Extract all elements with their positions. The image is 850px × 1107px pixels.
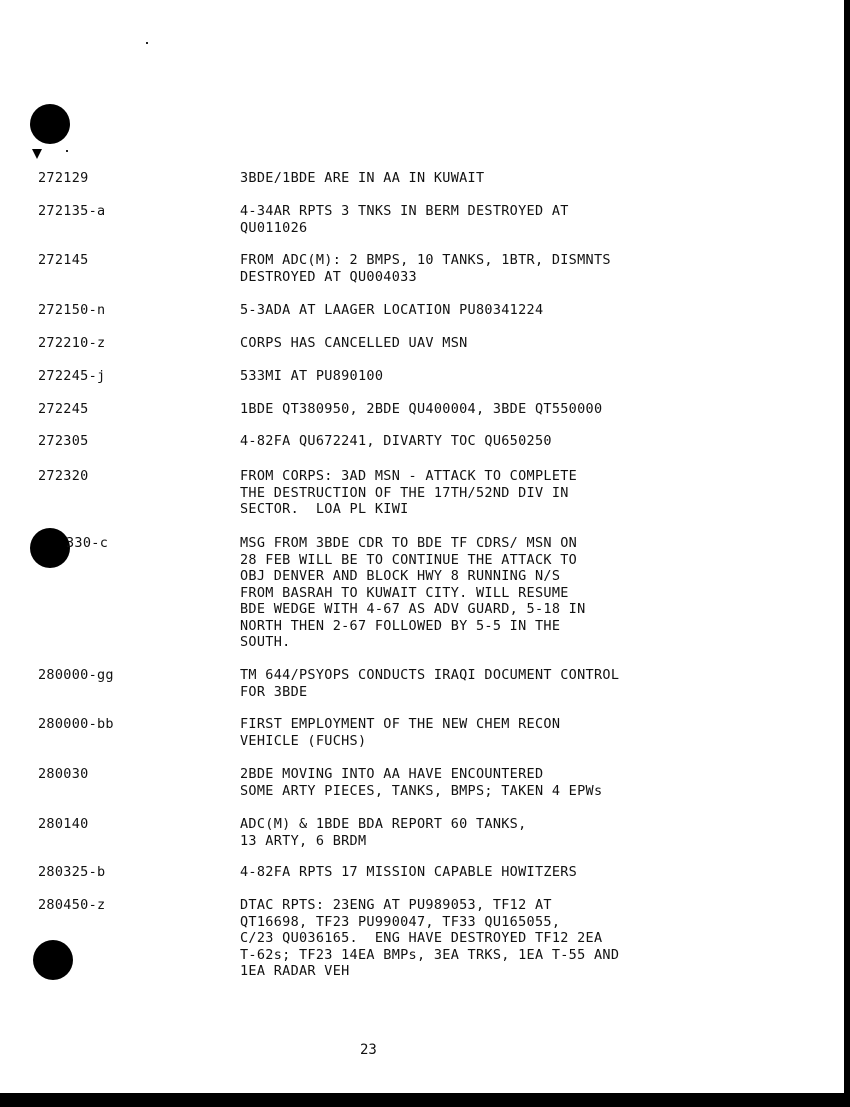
entry-line: BDE WEDGE WITH 4-67 AS ADV GUARD, 5-18 IN xyxy=(240,601,586,617)
entry-line: 1EA RADAR VEH xyxy=(240,963,350,979)
entry-time: 272150-n xyxy=(38,302,106,318)
entry-line: FOR 3BDE xyxy=(240,683,308,700)
entry-time: 272129 xyxy=(38,170,89,186)
entry-line: T-62s; TF23 14EA BMPs, 3EA TRKS, 1EA T-55 AND xyxy=(240,946,620,963)
entry-line: 3BDE/1BDE ARE IN AA IN KUWAIT xyxy=(240,170,485,186)
entry-line: FIRST EMPLOYMENT OF THE NEW CHEM RECON xyxy=(240,716,561,732)
entry-line: 2BDE MOVING INTO AA HAVE ENCOUNTERED xyxy=(240,766,544,782)
entry-time: 272320 xyxy=(38,468,89,484)
entry-line: 533MI AT PU890100 xyxy=(240,368,384,384)
entry-line: MSG FROM 3BDE CDR TO BDE TF CDRS/ MSN ON xyxy=(240,535,578,551)
entry-line: 28 FEB WILL BE TO CONTINUE THE ATTACK TO xyxy=(240,551,578,568)
entry-time: 280000-gg xyxy=(38,667,114,683)
punch-hole-middle xyxy=(30,528,70,568)
entry-time: 272135-a xyxy=(38,203,106,219)
entry-line: 13 ARTY, 6 BRDM xyxy=(240,832,367,849)
entry-text xyxy=(240,816,710,849)
entry-time: 330-c xyxy=(66,535,109,551)
scan-edge-right xyxy=(844,0,850,1107)
entry-text xyxy=(240,468,710,518)
entry-line: OBJ DENVER AND BLOCK HWY 8 RUNNING N/S xyxy=(240,568,561,584)
entry-time: 272245-j xyxy=(38,368,106,384)
entry-line: TM 644/PSYOPS CONDUCTS IRAQI DOCUMENT CONTROL xyxy=(240,667,620,683)
entry-text xyxy=(240,368,710,385)
entry-line: 4-82FA RPTS 17 MISSION CAPABLE HOWITZERS xyxy=(240,864,578,880)
scan-speck xyxy=(146,42,148,44)
scan-edge-bottom xyxy=(0,1093,850,1107)
entry-time: 272145 xyxy=(38,252,89,268)
entry-time: 272245 xyxy=(38,401,89,417)
entry-text xyxy=(240,897,710,980)
punch-hole-top xyxy=(30,104,70,144)
entry-line: VEHICLE (FUCHS) xyxy=(240,732,367,749)
scan-mark xyxy=(32,149,42,159)
entry-line: SECTOR. LOA PL KIWI xyxy=(240,501,409,517)
entry-line: 1BDE QT380950, 2BDE QU400004, 3BDE QT550000 xyxy=(240,401,603,417)
entry-text xyxy=(240,170,710,187)
entry-text xyxy=(240,401,710,418)
entry-line: SOUTH. xyxy=(240,634,291,650)
entry-line: ADC(M) & 1BDE BDA REPORT 60 TANKS, xyxy=(240,816,527,832)
entry-line: DTAC RPTS: 23ENG AT PU989053, TF12 AT xyxy=(240,897,552,913)
punch-hole-bottom xyxy=(33,940,73,980)
entry-time: 272305 xyxy=(38,433,89,449)
entry-time: 272210-z xyxy=(38,335,106,351)
entry-time: 280000-bb xyxy=(38,716,114,732)
entry-line: FROM ADC(M): 2 BMPS, 10 TANKS, 1BTR, DISMNTS xyxy=(240,252,611,268)
entry-text xyxy=(240,433,710,450)
entry-line: FROM BASRAH TO KUWAIT CITY. WILL RESUME xyxy=(240,584,569,601)
entry-line: QU011026 xyxy=(240,219,308,236)
entry-line: 4-82FA QU672241, DIVARTY TOC QU650250 xyxy=(240,433,552,449)
entry-line: 5-3ADA AT LAAGER LOCATION PU80341224 xyxy=(240,302,544,318)
entry-line: QT16698, TF23 PU990047, TF33 QU165055, xyxy=(240,913,561,930)
entry-text xyxy=(240,203,710,236)
entry-text xyxy=(240,302,710,319)
entry-text xyxy=(240,252,710,285)
entry-time: 280450-z xyxy=(38,897,106,913)
entry-line: DESTROYED AT QU004033 xyxy=(240,268,417,285)
entry-line: C/23 QU036165. ENG HAVE DESTROYED TF12 2EA xyxy=(240,930,603,946)
entry-time: 280140 xyxy=(38,816,89,832)
entry-line: SOME ARTY PIECES, TANKS, BMPS; TAKEN 4 EPWs xyxy=(240,782,603,799)
entry-text xyxy=(240,766,710,799)
entry-line: 4-34AR RPTS 3 TNKS IN BERM DESTROYED AT xyxy=(240,203,569,219)
entry-text xyxy=(240,667,710,700)
entry-text xyxy=(240,535,710,651)
entry-line: THE DESTRUCTION OF THE 17TH/52ND DIV IN xyxy=(240,484,569,501)
entry-text xyxy=(240,716,710,749)
entry-line: NORTH THEN 2-67 FOLLOWED BY 5-5 IN THE xyxy=(240,617,561,634)
entry-line: CORPS HAS CANCELLED UAV MSN xyxy=(240,335,468,351)
page-number: 23 xyxy=(360,1042,377,1058)
entry-text xyxy=(240,864,710,881)
scan-speck xyxy=(66,150,68,152)
entry-time: 280030 xyxy=(38,766,89,782)
entry-line: FROM CORPS: 3AD MSN - ATTACK TO COMPLETE xyxy=(240,468,578,484)
entry-time: 280325-b xyxy=(38,864,106,880)
entry-text xyxy=(240,335,710,352)
